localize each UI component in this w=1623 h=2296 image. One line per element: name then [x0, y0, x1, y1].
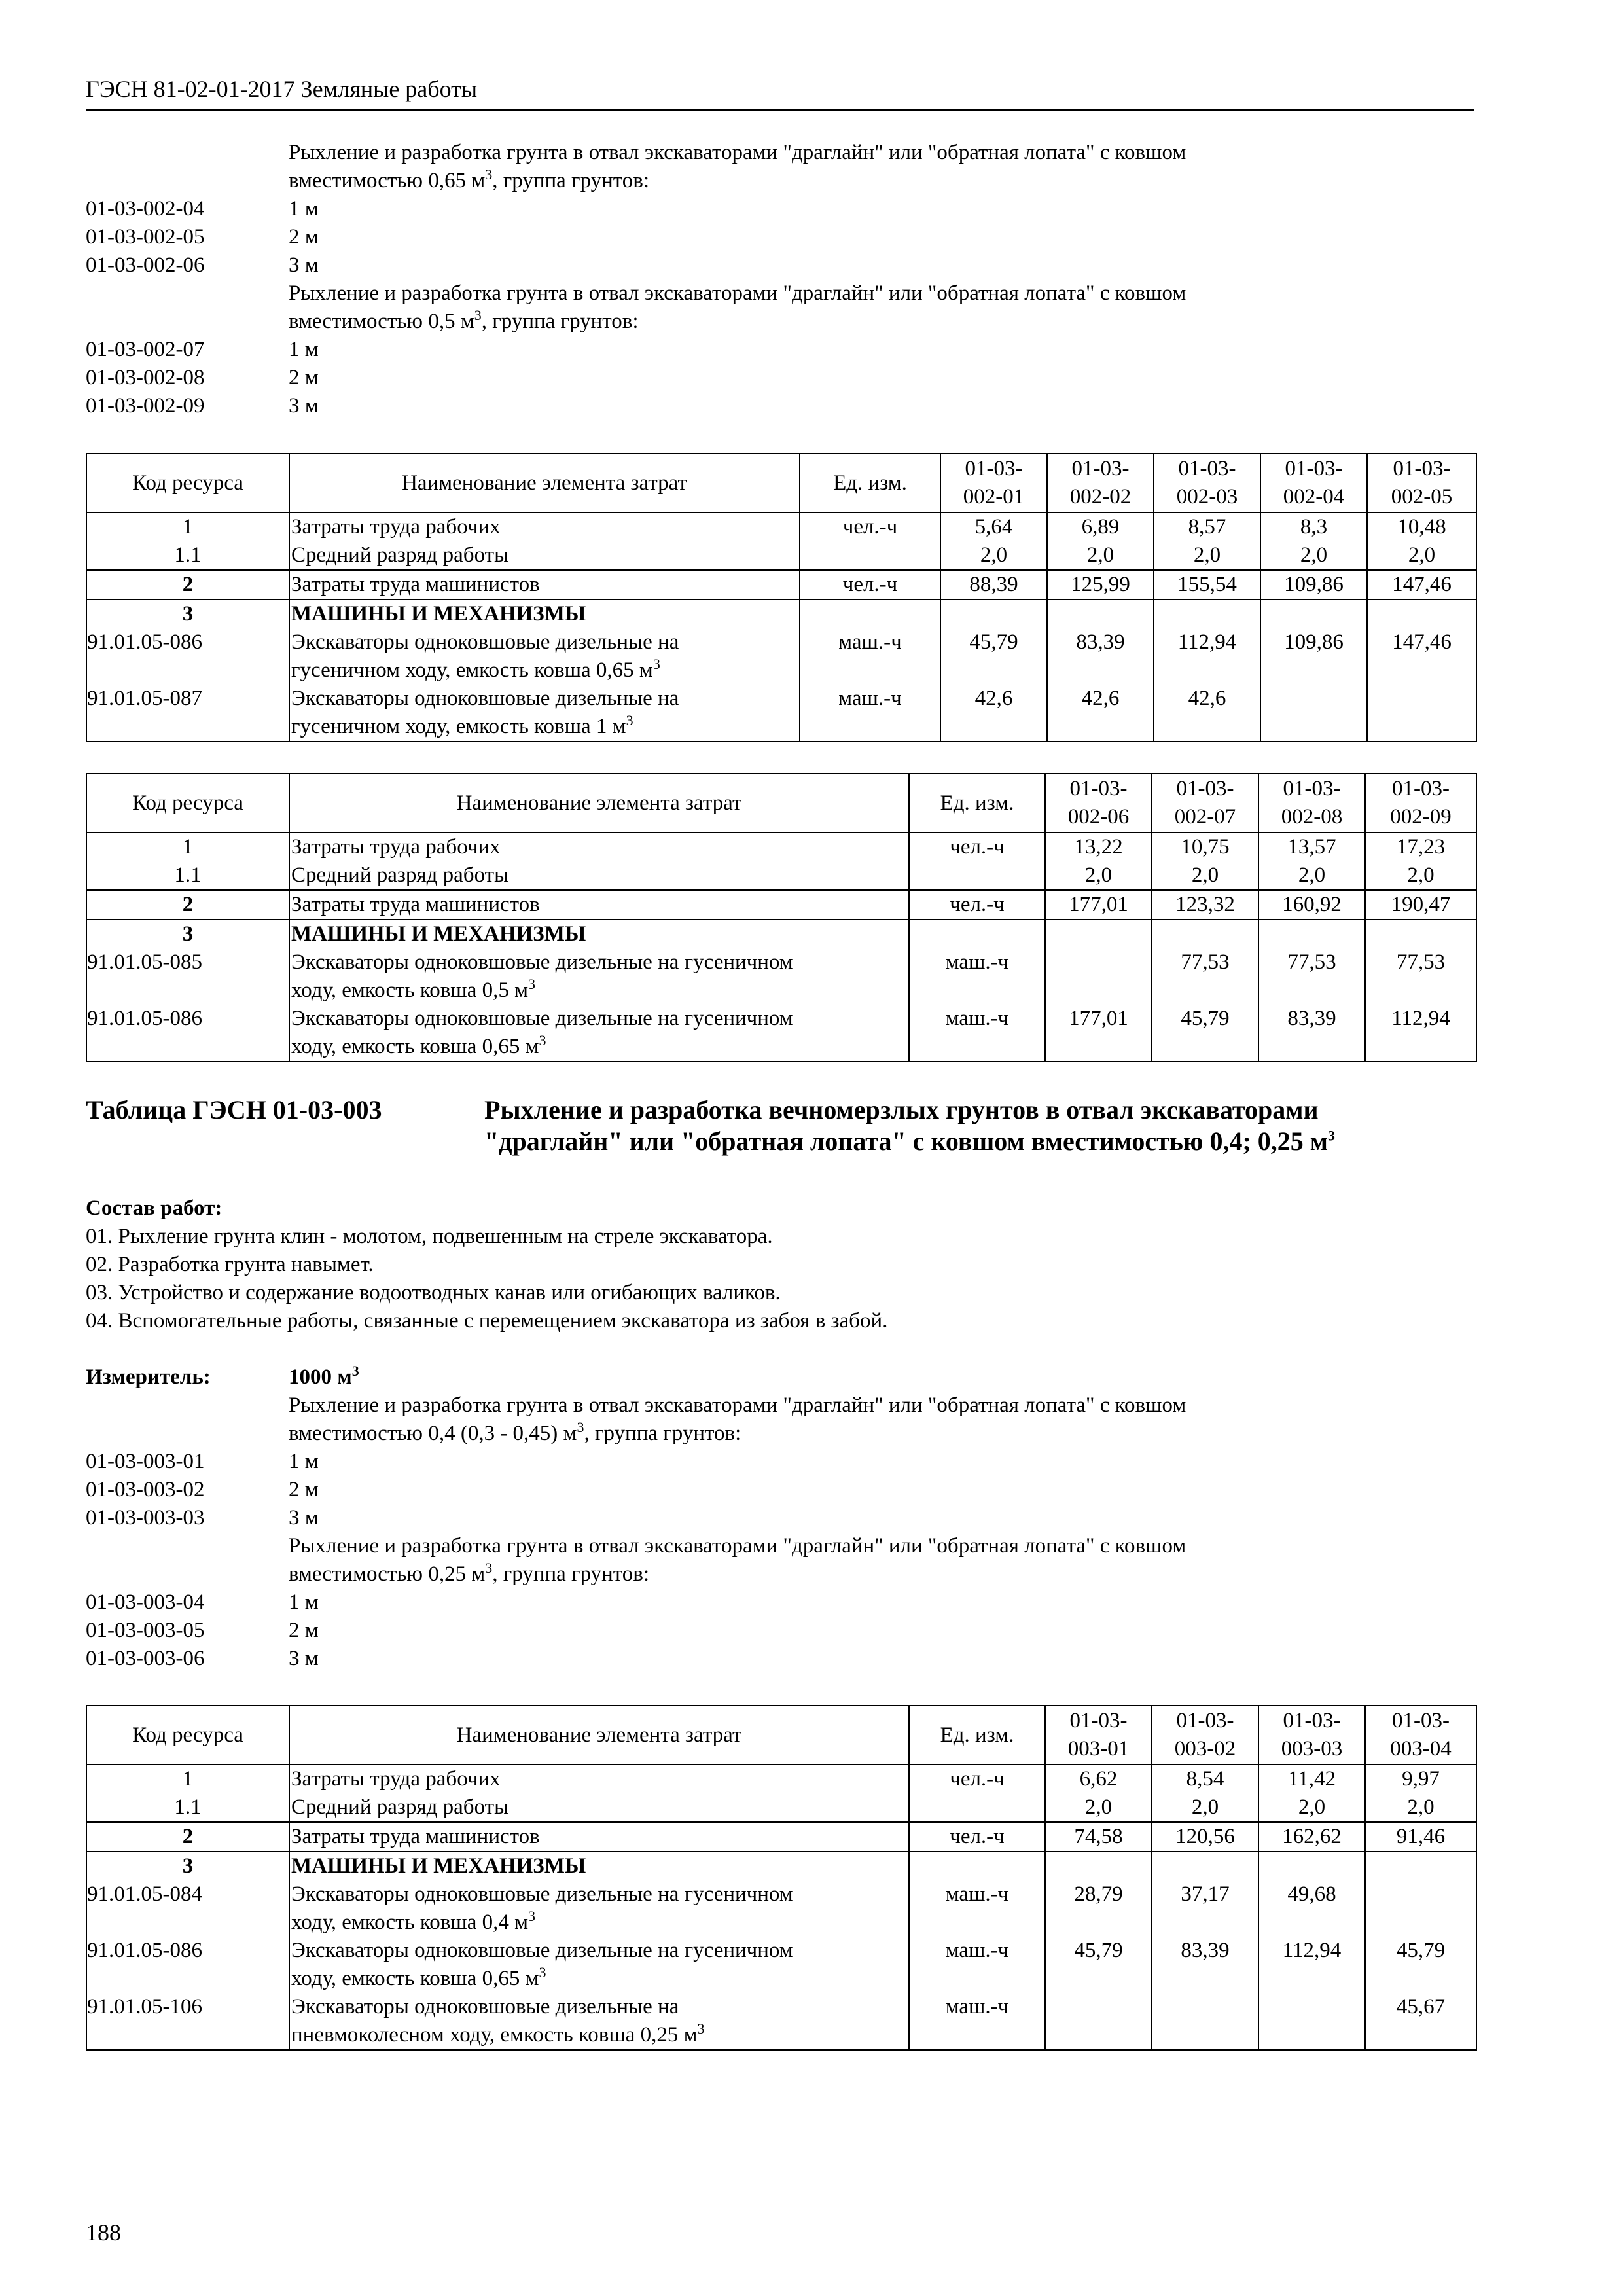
table-cell [1152, 1993, 1258, 2050]
table-cell: 6,62 [1045, 1765, 1152, 1793]
item-code: 01-03-002-08 [86, 366, 205, 389]
table-cell: маш.-ч [800, 685, 940, 742]
table-cell [909, 1793, 1045, 1822]
table-cell: 9,97 [1365, 1765, 1476, 1793]
table-row [86, 1937, 1476, 1993]
header-title: ГЭСН 81-02-01-2017 Земляные работы [86, 76, 478, 102]
table-cell: 155,54 [1154, 570, 1260, 600]
table-cell: 42,6 [940, 685, 1047, 742]
header-col: 01-03- 002-04 [1260, 454, 1367, 512]
table-row [86, 920, 1476, 948]
table-cell: 1.1 [86, 1793, 289, 1822]
table-cell: 2 [86, 890, 289, 920]
table-cell: 2,0 [1367, 541, 1476, 570]
table-cell: 120,56 [1152, 1822, 1258, 1852]
item-text: 2 м [289, 1619, 319, 1642]
table-cell: 91.01.05-086 [86, 1937, 289, 1993]
table-cell: 1.1 [86, 861, 289, 890]
table-cell: 2,0 [1365, 1793, 1476, 1822]
table-cell: маш.-ч [909, 1937, 1045, 1993]
table-cell: 42,6 [1154, 685, 1260, 742]
intro-text: Рыхление и разработка грунта в отвал экскаваторами "драглайн" или "обратная лопата" с ковшом [289, 1534, 1186, 1558]
meter-value: 1000 $м^3$ [289, 1363, 359, 1389]
table-cell: 83,39 [1047, 628, 1154, 685]
composition-item: 01. Рыхление грунта клин - молотом, подвешенным на стреле экскаватора. [86, 1225, 773, 1248]
table-cell [909, 1852, 1045, 1880]
composition-item: 04. Вспомогательные работы, связанные с перемещением экскаватора из забоя в забой. [86, 1309, 888, 1333]
intro-text: вместимостью 0,65 $м^3$, группа грунтов: [289, 166, 650, 192]
table-cell [909, 920, 1045, 948]
table-cell: 5,64 [940, 512, 1047, 541]
table-cell: 1.1 [86, 541, 289, 570]
table-cell: 112,94 [1258, 1937, 1365, 1993]
item-text: 3 м [289, 253, 319, 277]
table-cell [1367, 685, 1476, 742]
table-cell [800, 541, 940, 570]
table-cell: Экскаваторы одноковшовые дизельные на пневмоколесном ходу, емкость ковша 0,25 $м^3$ [289, 1993, 909, 2050]
table-cell: Экскаваторы одноковшовые дизельные на гусеничном ходу, емкость ковша 0,65 $м^3$ [289, 628, 800, 685]
table-header-row [86, 454, 1476, 512]
table-cell: 83,39 [1152, 1937, 1258, 1993]
header-col: 01-03- 003-02 [1152, 1706, 1258, 1765]
item-code: 01-03-003-05 [86, 1619, 205, 1642]
header-col: 01-03- 002-03 [1154, 454, 1260, 512]
table-cell: Экскаваторы одноковшовые дизельные на гусеничном ходу, емкость ковша 0,65 $м^3$ [289, 1937, 909, 1993]
table-cell: 6,89 [1047, 512, 1154, 541]
table-cell [1152, 1852, 1258, 1880]
table-cell: 112,94 [1154, 628, 1260, 685]
item-text: 1 м [289, 1450, 319, 1473]
header-code: Код ресурса [86, 454, 289, 512]
table-cell: 13,22 [1045, 833, 1152, 861]
table-cell: 2 [86, 1822, 289, 1852]
table-cell [1365, 1852, 1476, 1880]
item-code: 01-03-002-04 [86, 197, 205, 221]
table-cell: Затраты труда машинистов [289, 570, 800, 600]
table-cell [1260, 600, 1367, 628]
header-code: Код ресурса [86, 1706, 289, 1765]
table-cell: 190,47 [1365, 890, 1476, 920]
table-cell [1045, 1993, 1152, 2050]
header-col: 01-03- 002-08 [1258, 774, 1365, 833]
table-cell [1365, 920, 1476, 948]
header-unit: Ед. изм. [909, 1706, 1045, 1765]
table-row [86, 1822, 1476, 1852]
table-cell: 13,57 [1258, 833, 1365, 861]
table-cell: 123,32 [1152, 890, 1258, 920]
table-cell: Затраты труда рабочих [289, 833, 909, 861]
table-cell: Затраты труда машинистов [289, 890, 909, 920]
table-cell: 91,46 [1365, 1822, 1476, 1852]
header-col: 01-03- 002-05 [1367, 454, 1476, 512]
table-cell: чел.-ч [909, 1765, 1045, 1793]
table-row [86, 570, 1476, 600]
table-cell: 77,53 [1152, 948, 1258, 1005]
item-text: 3 м [289, 1506, 319, 1530]
composition-label: Состав работ: [86, 1196, 223, 1220]
table-cell [800, 600, 940, 628]
header-col: 01-03- 003-03 [1258, 1706, 1365, 1765]
table-cell: 8,54 [1152, 1765, 1258, 1793]
table-cell: 91.01.05-106 [86, 1993, 289, 2050]
table-row [86, 1765, 1476, 1793]
meter-label: Измеритель: [86, 1365, 211, 1389]
table-cell: чел.-ч [909, 833, 1045, 861]
table-header-row [86, 774, 1476, 833]
item-text: 2 м [289, 1478, 319, 1501]
table-cell: 1 [86, 1765, 289, 1793]
table-cell [1260, 685, 1367, 742]
intro-text: вместимостью 0,5 $м^3$, группа грунтов: [289, 307, 639, 333]
header-col: 01-03- 002-02 [1047, 454, 1154, 512]
header-col: 01-03- 003-01 [1045, 1706, 1152, 1765]
table-cell: МАШИНЫ И МЕХАНИЗМЫ [289, 600, 800, 628]
table-cell: 2,0 [1154, 541, 1260, 570]
table-cell: 109,86 [1260, 570, 1367, 600]
table-cell: 3 [86, 600, 289, 628]
item-code: 01-03-002-09 [86, 394, 205, 418]
table-cell: 10,48 [1367, 512, 1476, 541]
item-code: 01-03-003-06 [86, 1647, 205, 1670]
table-cell: Затраты труда рабочих [289, 1765, 909, 1793]
table-cell: 3 [86, 1852, 289, 1880]
header-col: 01-03- 002-07 [1152, 774, 1258, 833]
table-cell: МАШИНЫ И МЕХАНИЗМЫ [289, 920, 909, 948]
table-row [86, 861, 1476, 890]
table-cell [1258, 1993, 1365, 2050]
table-cell: 45,79 [1045, 1937, 1152, 1993]
item-text: 3 м [289, 394, 319, 418]
table-cell [1152, 920, 1258, 948]
table-cell: чел.-ч [909, 1822, 1045, 1852]
table-cell: 109,86 [1260, 628, 1367, 685]
table-cell: 77,53 [1258, 948, 1365, 1005]
table-row [86, 600, 1476, 628]
table-cell: 28,79 [1045, 1880, 1152, 1937]
item-code: 01-03-002-06 [86, 253, 205, 277]
intro-text: вместимостью 0,4 (0,3 - 0,45) $м^3$, группа грунтов: [289, 1419, 741, 1445]
table-row [86, 1880, 1476, 1937]
composition-item: 03. Устройство и содержание водоотводных канав или огибающих валиков. [86, 1281, 781, 1304]
intro-text: Рыхление и разработка грунта в отвал экскаваторами "драглайн" или "обратная лопата" с ковшом [289, 141, 1186, 164]
resource-table-3 [86, 1705, 1477, 2051]
table-cell: 147,46 [1367, 628, 1476, 685]
table-row [86, 1005, 1476, 1062]
item-text: 1 м [289, 338, 319, 361]
table-cell: 2,0 [1258, 1793, 1365, 1822]
table-cell: 2,0 [940, 541, 1047, 570]
header-col: 01-03- 002-01 [940, 454, 1047, 512]
table-row [86, 685, 1476, 742]
table-cell: маш.-ч [909, 1880, 1045, 1937]
header-code: Код ресурса [86, 774, 289, 833]
header-col: 01-03- 002-09 [1365, 774, 1476, 833]
table-cell: 2 [86, 570, 289, 600]
running-header [86, 73, 1474, 111]
composition-item: 02. Разработка грунта навымет. [86, 1253, 374, 1276]
table-cell [1367, 600, 1476, 628]
table-cell [1045, 920, 1152, 948]
table-cell: 160,92 [1258, 890, 1365, 920]
table-cell: 2,0 [1045, 861, 1152, 890]
intro-text: Рыхление и разработка грунта в отвал экскаваторами "драглайн" или "обратная лопата" с ковшом [289, 281, 1186, 305]
table-cell: Экскаваторы одноковшовые дизельные на гусеничном ходу, емкость ковша 0,4 $м^3$ [289, 1880, 909, 1937]
header-name: Наименование элемента затрат [289, 1706, 909, 1765]
table-row [86, 628, 1476, 685]
item-text: 1 м [289, 197, 319, 221]
item-code: 01-03-003-04 [86, 1590, 205, 1614]
item-text: 3 м [289, 1647, 319, 1670]
table-row [86, 1852, 1476, 1880]
table-cell: 2,0 [1047, 541, 1154, 570]
table-cell [909, 861, 1045, 890]
item-code: 01-03-003-02 [86, 1478, 205, 1501]
table-cell: 8,3 [1260, 512, 1367, 541]
table-cell [1258, 920, 1365, 948]
table-cell: 91.01.05-087 [86, 685, 289, 742]
table-cell: 177,01 [1045, 890, 1152, 920]
table-row [86, 833, 1476, 861]
table-cell: 10,75 [1152, 833, 1258, 861]
item-text: 1 м [289, 1590, 319, 1614]
table-row [86, 1793, 1476, 1822]
table-cell: Экскаваторы одноковшовые дизельные на гусеничном ходу, емкость ковша 1 $м^3$ [289, 685, 800, 742]
item-code: 01-03-003-01 [86, 1450, 205, 1473]
intro-text: вместимостью 0,25 $м^3$, группа грунтов: [289, 1560, 650, 1586]
table-cell: 45,79 [1365, 1937, 1476, 1993]
header-name: Наименование элемента затрат [289, 454, 800, 512]
table-cell: чел.-ч [909, 890, 1045, 920]
table-cell: 42,6 [1047, 685, 1154, 742]
table-cell: Средний разряд работы [289, 1793, 909, 1822]
table-row [86, 541, 1476, 570]
table-cell: 112,94 [1365, 1005, 1476, 1062]
item-code: 01-03-002-05 [86, 225, 205, 249]
table-cell: 45,67 [1365, 1993, 1476, 2050]
table-cell: 83,39 [1258, 1005, 1365, 1062]
resource-table-1 [86, 453, 1477, 742]
table-cell: 17,23 [1365, 833, 1476, 861]
table-cell: 1 [86, 833, 289, 861]
intro-text: Рыхление и разработка грунта в отвал экскаваторами "драглайн" или "обратная лопата" с ковшом [289, 1393, 1186, 1417]
table-cell: 91.01.05-085 [86, 948, 289, 1005]
table-cell: 2,0 [1152, 1793, 1258, 1822]
header-unit: Ед. изм. [800, 454, 940, 512]
table-cell: 125,99 [1047, 570, 1154, 600]
table-cell: Затраты труда машинистов [289, 1822, 909, 1852]
table-cell: 177,01 [1045, 1005, 1152, 1062]
table-cell: 45,79 [1152, 1005, 1258, 1062]
table-cell: 91.01.05-084 [86, 1880, 289, 1937]
table-row [86, 890, 1476, 920]
table-row [86, 512, 1476, 541]
table-cell: 1 [86, 512, 289, 541]
table-cell [1154, 600, 1260, 628]
table-label: Таблица ГЭСН 01-03-003 [86, 1095, 382, 1124]
table-cell: маш.-ч [909, 1993, 1045, 2050]
resource-table-2 [86, 773, 1477, 1062]
table-cell: 37,17 [1152, 1880, 1258, 1937]
table-cell: Затраты труда рабочих [289, 512, 800, 541]
table-cell: Средний разряд работы [289, 541, 800, 570]
table-row [86, 1993, 1476, 2050]
table-cell: 8,57 [1154, 512, 1260, 541]
item-text: 2 м [289, 225, 319, 249]
page-number: 188 [86, 2219, 121, 2246]
table-cell: 91.01.05-086 [86, 628, 289, 685]
table-cell: 2,0 [1152, 861, 1258, 890]
item-text: 2 м [289, 366, 319, 389]
table-cell: Экскаваторы одноковшовые дизельные на гусеничном ходу, емкость ковша 0,5 $м^3$ [289, 948, 909, 1005]
table-cell: 3 [86, 920, 289, 948]
table-cell: 49,68 [1258, 1880, 1365, 1937]
header-unit: Ед. изм. [909, 774, 1045, 833]
table-cell [1045, 1852, 1152, 1880]
table-cell: 88,39 [940, 570, 1047, 600]
table-cell: чел.-ч [800, 512, 940, 541]
table-cell: маш.-ч [909, 948, 1045, 1005]
table-cell: 45,79 [940, 628, 1047, 685]
table-cell [1045, 948, 1152, 1005]
header-col: 01-03- 002-06 [1045, 774, 1152, 833]
table-header-row [86, 1706, 1476, 1765]
table-cell: 162,62 [1258, 1822, 1365, 1852]
table-cell: МАШИНЫ И МЕХАНИЗМЫ [289, 1852, 909, 1880]
table-cell: Средний разряд работы [289, 861, 909, 890]
item-code: 01-03-002-07 [86, 338, 205, 361]
item-code: 01-03-003-03 [86, 1506, 205, 1530]
table-cell: Экскаваторы одноковшовые дизельные на гусеничном ходу, емкость ковша 0,65 $м^3$ [289, 1005, 909, 1062]
table-cell: 2,0 [1045, 1793, 1152, 1822]
table-cell: 2,0 [1258, 861, 1365, 890]
table-cell [940, 600, 1047, 628]
table-cell: маш.-ч [800, 628, 940, 685]
table-cell: 74,58 [1045, 1822, 1152, 1852]
table-cell: 2,0 [1365, 861, 1476, 890]
table-cell: 77,53 [1365, 948, 1476, 1005]
table-cell: чел.-ч [800, 570, 940, 600]
table-cell: 147,46 [1367, 570, 1476, 600]
table-cell: маш.-ч [909, 1005, 1045, 1062]
table-cell: 2,0 [1260, 541, 1367, 570]
table-cell [1365, 1880, 1476, 1937]
section-title: Рыхление и разработка вечномерзлых грунтов в отвал экскаваторами "драглайн" или "обратная лопата" с ковшом вместимостью 0,4; 0,25 $м^3$ [484, 1095, 1336, 1156]
header-col: 01-03- 003-04 [1365, 1706, 1476, 1765]
table-cell [1047, 600, 1154, 628]
table-cell: 91.01.05-086 [86, 1005, 289, 1062]
header-name: Наименование элемента затрат [289, 774, 909, 833]
table-row [86, 948, 1476, 1005]
table-cell [1258, 1852, 1365, 1880]
table-cell: 11,42 [1258, 1765, 1365, 1793]
